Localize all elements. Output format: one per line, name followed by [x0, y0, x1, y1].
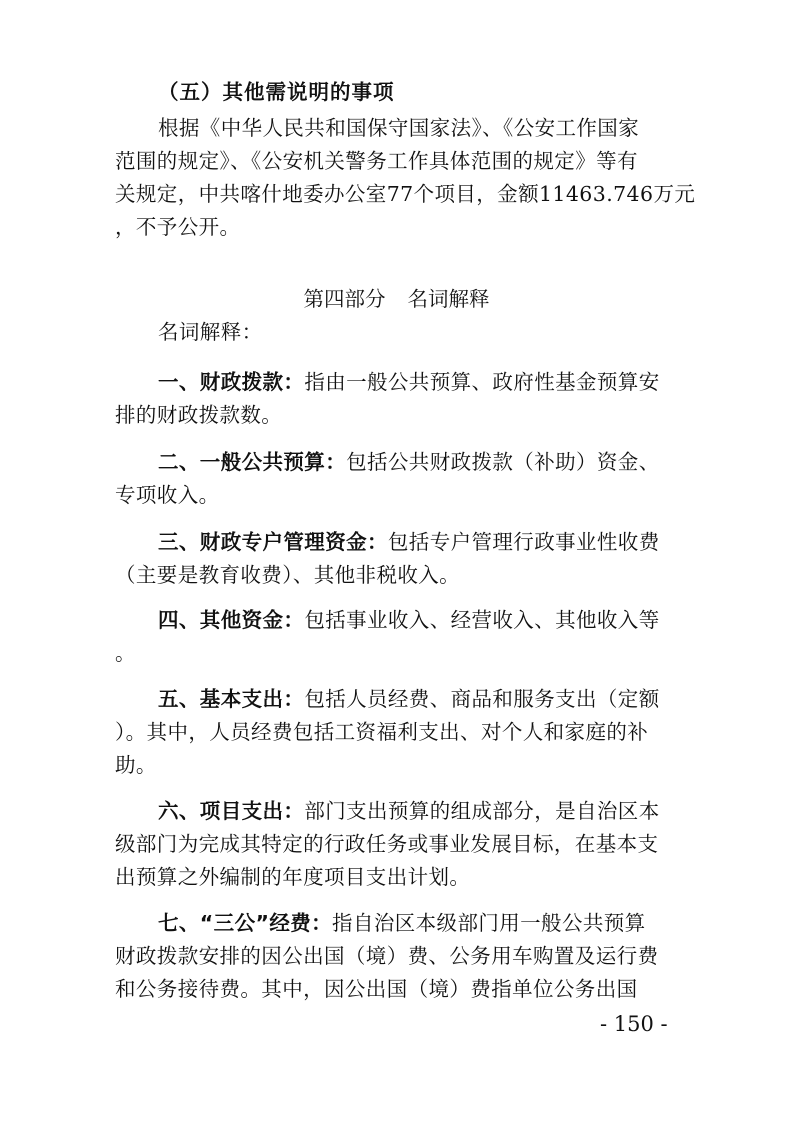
term-1-first-line	[158, 368, 728, 396]
term-5-line-2: ）。其中，人员经费包括工资福利支出、对个人和家庭的补	[115, 720, 649, 744]
term-4-label: 四、其他资金：	[158, 608, 305, 632]
section-five-line-1: 根据《中华人民共和国保守国家法》、《公安工作国家	[158, 116, 640, 140]
term-3-line-2: （主要是教育收费）、其他非税收入。	[115, 563, 461, 587]
term-4-line-2: 。	[115, 641, 136, 665]
term-1-definition-start: 指由一般公共预算、政府性基金预算安	[304, 370, 660, 394]
section-five-line-3: 关规定，中共喀什地委办公室77个项目，金额11463.746万元	[115, 182, 696, 206]
page-number: - 150 -	[600, 1012, 668, 1036]
term-7-first-line	[158, 909, 728, 937]
section-five-line-4: ，不予公开。	[115, 215, 241, 239]
term-5-label: 五、基本支出：	[158, 687, 305, 711]
term-7-label: 七、“三公”经费：	[158, 911, 333, 935]
term-6-line-3: 出预算之外编制的年度项目支出计划。	[115, 865, 471, 889]
part-four-title-part: 第四部分	[303, 287, 386, 311]
term-4-definition-start: 包括事业收入、经营收入、其他收入等	[304, 608, 660, 632]
term-6-line-2: 级部门为完成其特定的行政任务或事业发展目标，在基本支	[115, 832, 659, 856]
term-2-label: 二、一般公共预算：	[158, 450, 347, 474]
term-3-first-line	[158, 528, 728, 556]
term-7-line-3: 和公务接待费。其中，因公出国（境）费指单位公务出国	[115, 977, 638, 1001]
term-6-definition-start: 部门支出预算的组成部分，是自治区本	[304, 799, 660, 823]
term-7-definition-start: 指自治区本级部门用一般公共预算	[332, 911, 646, 935]
term-1-line-2: 排的财政拨款数。	[115, 403, 283, 427]
term-7-line-2: 财政拨款安排的因公出国（境）费、公务用车购置及运行费	[115, 944, 659, 968]
term-2-line-2: 专项收入。	[115, 483, 220, 507]
part-four-title-name: 名词解释	[407, 287, 490, 311]
section-five-line-2: 范围的规定》、《公安机关警务工作具体范围的规定》等有	[115, 149, 638, 173]
term-2-definition-start: 包括公共财政拨款（补助）资金、	[346, 450, 660, 474]
term-6-first-line	[158, 797, 728, 825]
term-5-line-3: 助。	[115, 753, 157, 777]
part-four-title	[0, 285, 793, 313]
term-3-definition-start: 包括专户管理行政事业性收费	[387, 530, 660, 554]
glossary-intro: 名词解释：	[158, 320, 263, 344]
term-6-label: 六、项目支出：	[158, 799, 305, 823]
term-2-first-line	[158, 448, 728, 476]
term-1-label: 一、财政拨款：	[158, 370, 305, 394]
term-5-definition-start: 包括人员经费、商品和服务支出（定额	[304, 687, 660, 711]
term-5-first-line	[158, 685, 728, 713]
term-4-first-line	[158, 606, 728, 634]
term-3-label: 三、财政专户管理资金：	[158, 530, 388, 554]
section-five-heading: （五）其他需说明的事项	[158, 80, 395, 104]
